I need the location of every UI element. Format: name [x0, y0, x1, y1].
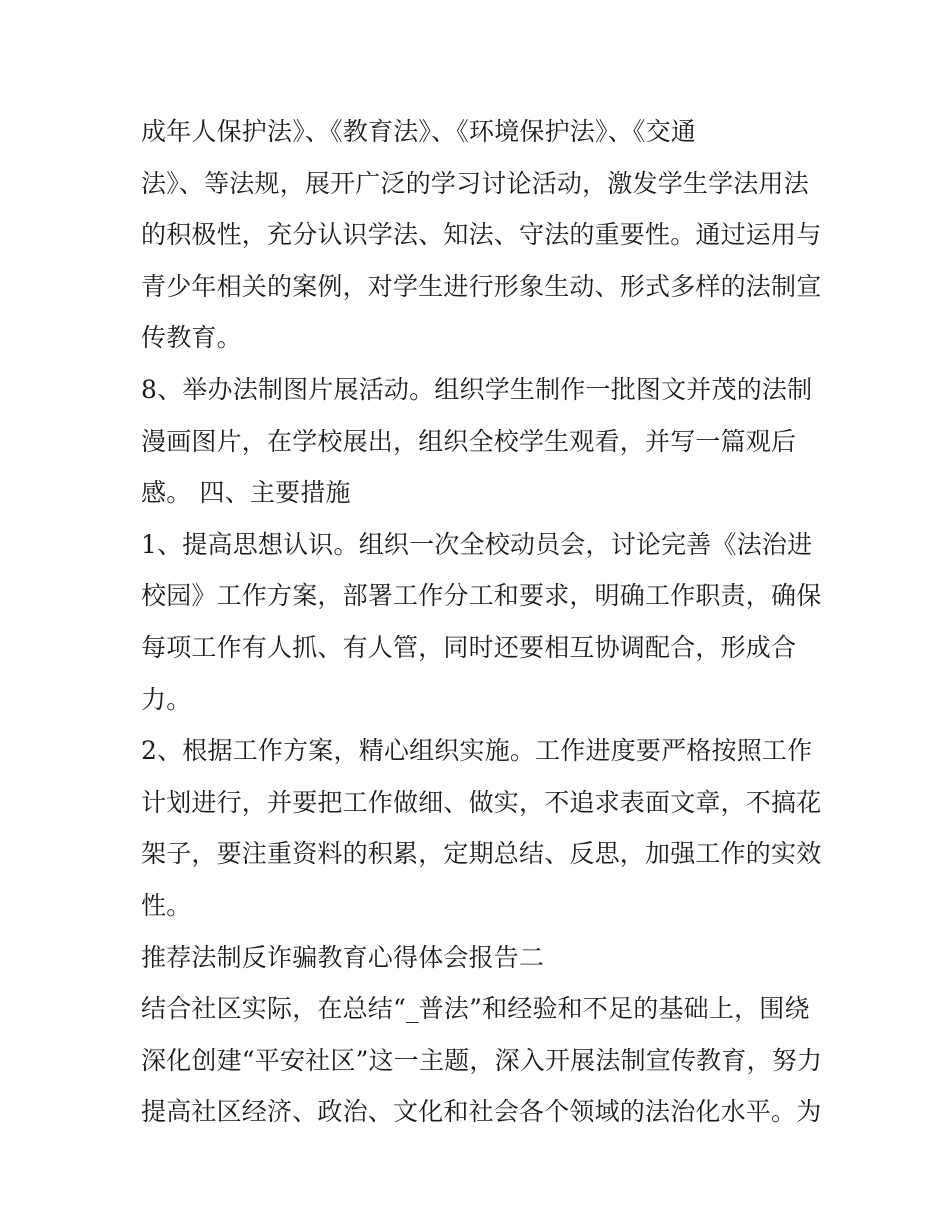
text-line: 漫画图片，在学校展出，组织全校学生观看，并写一篇观后 [141, 426, 797, 456]
text-line: 青少年相关的案例，对学生进行形象生动、形式多样的法制宣 [141, 271, 822, 301]
text-line: 校园》工作方案，部署工作分工和要求，明确工作职责，确保 [141, 581, 822, 611]
text-line: 深化创建“平安社区”这一主题，深入开展法制宣传教育，努力 [141, 1045, 823, 1075]
text-line: 结合社区实际，在总结“_普法”和经验和不足的基础上，围绕 [141, 994, 810, 1024]
text-line: 力。 [141, 684, 192, 714]
document-body [141, 106, 821, 1138]
text-line: 1、提高思想认识。组织一次全校动员会，讨论完善《法治进 [141, 529, 813, 559]
section-heading: 推荐法制反诈骗教育心得体会报告二 [141, 942, 545, 972]
text-line: 法》、等法规，展开广泛的学习讨论活动，激发学生学法用法 [141, 168, 809, 198]
text-line: 传教育。 [141, 323, 242, 353]
text-line: 提高社区经济、政治、文化和社会各个领域的法治化水平。为 [141, 1097, 822, 1127]
text-line: 的积极性，充分认识学法、知法、守法的重要性。通过运用与 [141, 220, 822, 250]
text-line: 感。 四、主要措施 [141, 478, 351, 508]
text-line: 每项工作有人抓、有人管，同时还要相互协调配合，形成合 [141, 632, 797, 662]
text-line: 性。 [141, 890, 192, 920]
text-line: 成年人保护法》、《教育法》、《环境保护法》、《交通 [141, 117, 697, 146]
text-line: 8、举办法制图片展活动。组织学生制作一批图文并茂的法制 [141, 374, 813, 404]
text-line: 计划进行，并要把工作做细、做实，不追求表面文章，不搞花 [141, 787, 822, 817]
text-line: 架子，要注重资料的积累，定期总结、反思，加强工作的实效 [141, 839, 822, 869]
text-line: 2、根据工作方案，精心组织实施。工作进度要严格按照工作 [141, 736, 813, 766]
